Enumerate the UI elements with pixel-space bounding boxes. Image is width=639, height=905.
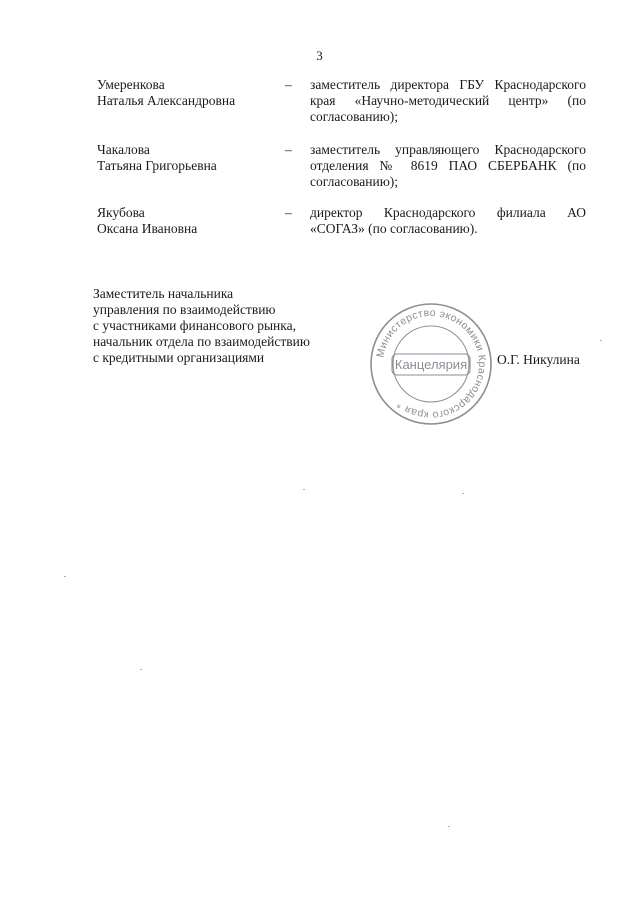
scan-speck (462, 493, 464, 494)
member-name (97, 142, 282, 174)
member-role: заместитель управляющего Краснодарского отделения № 8619 ПАО СБЕРБАНК (по согласованию); (310, 142, 586, 189)
member-role: директор Краснодарского филиала АО «СОГАЗ» (по согласованию). (310, 205, 586, 236)
scan-speck (140, 669, 142, 670)
member-surname: Умеренкова (97, 77, 165, 92)
member-dash: – (285, 205, 292, 220)
office-stamp (368, 301, 494, 427)
position-line: начальник отдела по взаимодействию (93, 334, 310, 349)
position-line: управления по взаимодействию (93, 302, 276, 317)
stamp-ring-textpath: Министерство экономики Краснодарского края * (374, 306, 489, 422)
position-line: с кредитными организациями (93, 350, 265, 365)
signer-name: О.Г. Никулина (497, 352, 580, 367)
position-line: Заместитель начальника (93, 286, 234, 301)
member-name (97, 205, 282, 237)
scan-speck (303, 489, 305, 490)
scan-speck (64, 576, 66, 577)
signature-position (93, 286, 353, 366)
member-dash: – (285, 77, 292, 92)
member-given-names: Татьяна Григорьевна (97, 158, 217, 173)
member-given-names: Наталья Александровна (97, 93, 236, 108)
member-surname: Чакалова (97, 142, 150, 157)
member-dash: – (285, 142, 292, 157)
stamp-center-text: Канцелярия (394, 357, 468, 372)
member-name (97, 77, 282, 109)
position-line: с участниками финансового рынка, (93, 318, 297, 333)
member-given-names: Оксана Ивановна (97, 221, 198, 236)
scan-speck (448, 826, 450, 827)
member-role: заместитель директора ГБУ Краснодарского края «Научно-методический центр» (по согласованию); (310, 77, 586, 124)
member-surname: Якубова (97, 205, 145, 220)
scan-speck (600, 340, 602, 341)
page-number: 3 (316, 48, 323, 63)
